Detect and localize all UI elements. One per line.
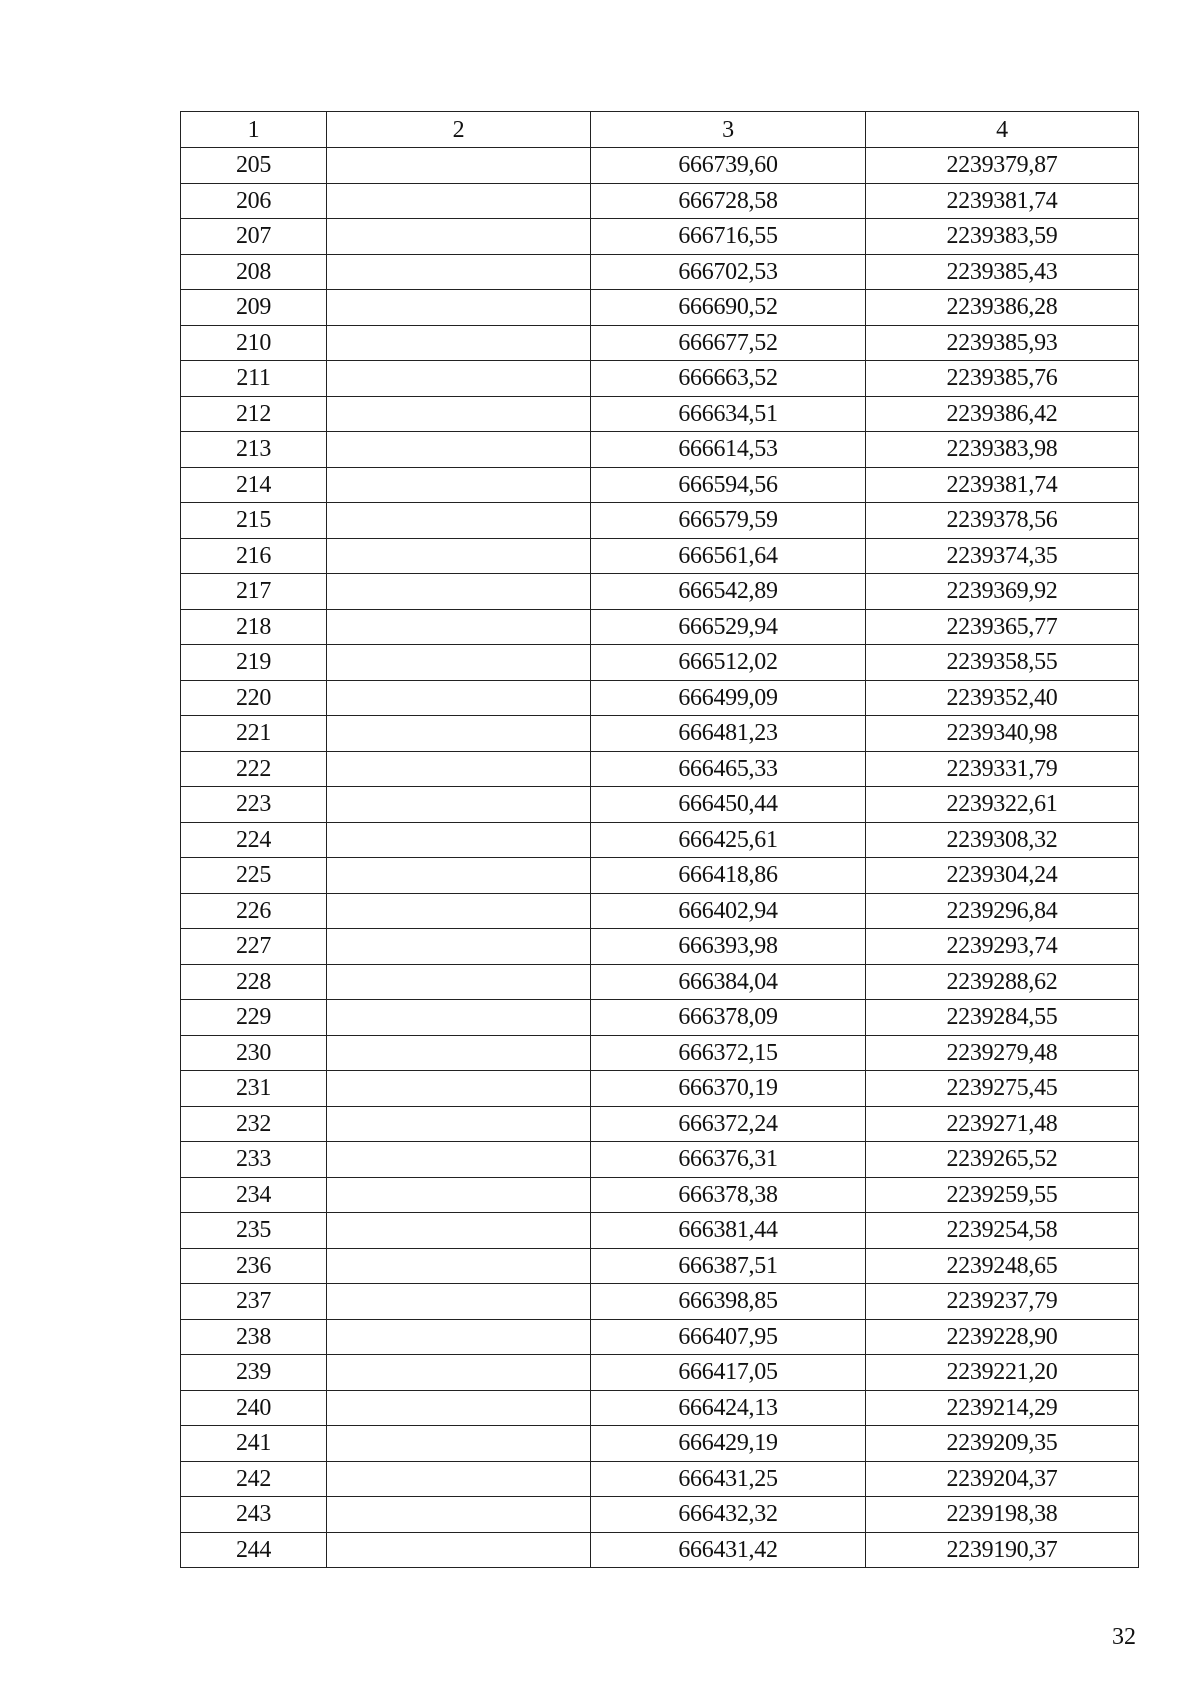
empty-cell: [327, 1035, 591, 1071]
empty-cell: [327, 1071, 591, 1107]
table-row: [181, 1248, 1139, 1284]
y-coordinate-cell: 2239271,48: [866, 1106, 1139, 1142]
point-number-cell: 225: [181, 858, 327, 894]
x-coordinate-cell: 666542,89: [591, 574, 866, 610]
y-coordinate-cell: 2239254,58: [866, 1213, 1139, 1249]
point-number-cell: 223: [181, 787, 327, 823]
y-coordinate-cell: 2239340,98: [866, 716, 1139, 752]
empty-cell: [327, 751, 591, 787]
point-number-cell: 219: [181, 645, 327, 681]
point-number-cell: 239: [181, 1355, 327, 1391]
point-number-cell: 207: [181, 219, 327, 255]
point-number-cell: 209: [181, 290, 327, 326]
empty-cell: [327, 361, 591, 397]
point-number-cell: 237: [181, 1284, 327, 1320]
x-coordinate-cell: 666728,58: [591, 183, 866, 219]
empty-cell: [327, 1000, 591, 1036]
x-coordinate-cell: 666716,55: [591, 219, 866, 255]
x-coordinate-cell: 666376,31: [591, 1142, 866, 1178]
x-coordinate-cell: 666372,15: [591, 1035, 866, 1071]
column-header-3: 3: [591, 112, 866, 148]
point-number-cell: 211: [181, 361, 327, 397]
empty-cell: [327, 1106, 591, 1142]
y-coordinate-cell: 2239288,62: [866, 964, 1139, 1000]
table-row: [181, 290, 1139, 326]
empty-cell: [327, 1248, 591, 1284]
y-coordinate-cell: 2239358,55: [866, 645, 1139, 681]
empty-cell: [327, 1426, 591, 1462]
table-row: [181, 1426, 1139, 1462]
point-number-cell: 233: [181, 1142, 327, 1178]
y-coordinate-cell: 2239198,38: [866, 1497, 1139, 1533]
empty-cell: [327, 432, 591, 468]
page-number: 32: [1112, 1624, 1136, 1650]
y-coordinate-cell: 2239248,65: [866, 1248, 1139, 1284]
x-coordinate-cell: 666417,05: [591, 1355, 866, 1391]
x-coordinate-cell: 666432,32: [591, 1497, 866, 1533]
table-row: [181, 148, 1139, 184]
x-coordinate-cell: 666561,64: [591, 538, 866, 574]
point-number-cell: 205: [181, 148, 327, 184]
empty-cell: [327, 290, 591, 326]
column-header-1: 1: [181, 112, 327, 148]
y-coordinate-cell: 2239293,74: [866, 929, 1139, 965]
x-coordinate-cell: 666407,95: [591, 1319, 866, 1355]
point-number-cell: 229: [181, 1000, 327, 1036]
point-number-cell: 241: [181, 1426, 327, 1462]
table-row: [181, 893, 1139, 929]
y-coordinate-cell: 2239228,90: [866, 1319, 1139, 1355]
empty-cell: [327, 929, 591, 965]
point-number-cell: 213: [181, 432, 327, 468]
table-row: [181, 645, 1139, 681]
table-row: [181, 1213, 1139, 1249]
table-row: [181, 858, 1139, 894]
empty-cell: [327, 893, 591, 929]
table-row: [181, 574, 1139, 610]
empty-cell: [327, 325, 591, 361]
point-number-cell: 208: [181, 254, 327, 290]
empty-cell: [327, 1213, 591, 1249]
table-row: [181, 1142, 1139, 1178]
table-row: [181, 432, 1139, 468]
point-number-cell: 234: [181, 1177, 327, 1213]
table-row: [181, 1461, 1139, 1497]
point-number-cell: 218: [181, 609, 327, 645]
point-number-cell: 221: [181, 716, 327, 752]
x-coordinate-cell: 666739,60: [591, 148, 866, 184]
table-row: [181, 1532, 1139, 1568]
table-row: [181, 680, 1139, 716]
x-coordinate-cell: 666425,61: [591, 822, 866, 858]
y-coordinate-cell: 2239352,40: [866, 680, 1139, 716]
point-number-cell: 226: [181, 893, 327, 929]
table-header: [181, 112, 1139, 148]
y-coordinate-cell: 2239386,28: [866, 290, 1139, 326]
table-row: [181, 1106, 1139, 1142]
point-number-cell: 242: [181, 1461, 327, 1497]
empty-cell: [327, 716, 591, 752]
empty-cell: [327, 219, 591, 255]
empty-cell: [327, 183, 591, 219]
table-row: [181, 822, 1139, 858]
y-coordinate-cell: 2239190,37: [866, 1532, 1139, 1568]
y-coordinate-cell: 2239214,29: [866, 1390, 1139, 1426]
empty-cell: [327, 1497, 591, 1533]
x-coordinate-cell: 666614,53: [591, 432, 866, 468]
y-coordinate-cell: 2239322,61: [866, 787, 1139, 823]
point-number-cell: 216: [181, 538, 327, 574]
point-number-cell: 222: [181, 751, 327, 787]
table-row: [181, 1355, 1139, 1391]
column-header-4: 4: [866, 112, 1139, 148]
y-coordinate-cell: 2239383,98: [866, 432, 1139, 468]
x-coordinate-cell: 666393,98: [591, 929, 866, 965]
y-coordinate-cell: 2239259,55: [866, 1177, 1139, 1213]
table-row: [181, 254, 1139, 290]
empty-cell: [327, 645, 591, 681]
y-coordinate-cell: 2239385,76: [866, 361, 1139, 397]
point-number-cell: 206: [181, 183, 327, 219]
table-row: [181, 1390, 1139, 1426]
point-number-cell: 215: [181, 503, 327, 539]
point-number-cell: 228: [181, 964, 327, 1000]
empty-cell: [327, 254, 591, 290]
empty-cell: [327, 787, 591, 823]
x-coordinate-cell: 666402,94: [591, 893, 866, 929]
x-coordinate-cell: 666465,33: [591, 751, 866, 787]
x-coordinate-cell: 666512,02: [591, 645, 866, 681]
empty-cell: [327, 1284, 591, 1320]
point-number-cell: 224: [181, 822, 327, 858]
x-coordinate-cell: 666431,42: [591, 1532, 866, 1568]
y-coordinate-cell: 2239365,77: [866, 609, 1139, 645]
y-coordinate-cell: 2239386,42: [866, 396, 1139, 432]
x-coordinate-cell: 666634,51: [591, 396, 866, 432]
point-number-cell: 210: [181, 325, 327, 361]
x-coordinate-cell: 666384,04: [591, 964, 866, 1000]
x-coordinate-cell: 666450,44: [591, 787, 866, 823]
point-number-cell: 236: [181, 1248, 327, 1284]
x-coordinate-cell: 666378,38: [591, 1177, 866, 1213]
x-coordinate-cell: 666424,13: [591, 1390, 866, 1426]
x-coordinate-cell: 666418,86: [591, 858, 866, 894]
y-coordinate-cell: 2239284,55: [866, 1000, 1139, 1036]
empty-cell: [327, 680, 591, 716]
x-coordinate-cell: 666594,56: [591, 467, 866, 503]
y-coordinate-cell: 2239265,52: [866, 1142, 1139, 1178]
point-number-cell: 244: [181, 1532, 327, 1568]
table-row: [181, 1035, 1139, 1071]
x-coordinate-cell: 666381,44: [591, 1213, 866, 1249]
y-coordinate-cell: 2239204,37: [866, 1461, 1139, 1497]
table-row: [181, 1319, 1139, 1355]
y-coordinate-cell: 2239374,35: [866, 538, 1139, 574]
point-number-cell: 220: [181, 680, 327, 716]
y-coordinate-cell: 2239369,92: [866, 574, 1139, 610]
table-row: [181, 1177, 1139, 1213]
table-row: [181, 716, 1139, 752]
x-coordinate-cell: 666529,94: [591, 609, 866, 645]
header-row: [181, 112, 1139, 148]
y-coordinate-cell: 2239296,84: [866, 893, 1139, 929]
y-coordinate-cell: 2239304,24: [866, 858, 1139, 894]
table-row: [181, 219, 1139, 255]
empty-cell: [327, 822, 591, 858]
empty-cell: [327, 467, 591, 503]
y-coordinate-cell: 2239279,48: [866, 1035, 1139, 1071]
y-coordinate-cell: 2239385,43: [866, 254, 1139, 290]
empty-cell: [327, 1461, 591, 1497]
point-number-cell: 238: [181, 1319, 327, 1355]
table-row: [181, 787, 1139, 823]
empty-cell: [327, 964, 591, 1000]
table-row: [181, 964, 1139, 1000]
table-row: [181, 1000, 1139, 1036]
y-coordinate-cell: 2239221,20: [866, 1355, 1139, 1391]
x-coordinate-cell: 666370,19: [591, 1071, 866, 1107]
x-coordinate-cell: 666690,52: [591, 290, 866, 326]
empty-cell: [327, 148, 591, 184]
empty-cell: [327, 538, 591, 574]
point-number-cell: 240: [181, 1390, 327, 1426]
table-row: [181, 361, 1139, 397]
empty-cell: [327, 1319, 591, 1355]
x-coordinate-cell: 666398,85: [591, 1284, 866, 1320]
empty-cell: [327, 1142, 591, 1178]
point-number-cell: 231: [181, 1071, 327, 1107]
empty-cell: [327, 1532, 591, 1568]
table-row: [181, 396, 1139, 432]
y-coordinate-cell: 2239383,59: [866, 219, 1139, 255]
x-coordinate-cell: 666663,52: [591, 361, 866, 397]
x-coordinate-cell: 666499,09: [591, 680, 866, 716]
x-coordinate-cell: 666372,24: [591, 1106, 866, 1142]
empty-cell: [327, 1390, 591, 1426]
x-coordinate-cell: 666429,19: [591, 1426, 866, 1462]
y-coordinate-cell: 2239275,45: [866, 1071, 1139, 1107]
empty-cell: [327, 396, 591, 432]
table-row: [181, 183, 1139, 219]
x-coordinate-cell: 666702,53: [591, 254, 866, 290]
table-row: [181, 1284, 1139, 1320]
y-coordinate-cell: 2239308,32: [866, 822, 1139, 858]
point-number-cell: 227: [181, 929, 327, 965]
table-row: [181, 751, 1139, 787]
empty-cell: [327, 574, 591, 610]
table-body: [181, 148, 1139, 1568]
y-coordinate-cell: 2239378,56: [866, 503, 1139, 539]
point-number-cell: 232: [181, 1106, 327, 1142]
table-row: [181, 538, 1139, 574]
empty-cell: [327, 1177, 591, 1213]
x-coordinate-cell: 666378,09: [591, 1000, 866, 1036]
x-coordinate-cell: 666481,23: [591, 716, 866, 752]
table-row: [181, 1497, 1139, 1533]
x-coordinate-cell: 666387,51: [591, 1248, 866, 1284]
y-coordinate-cell: 2239331,79: [866, 751, 1139, 787]
point-number-cell: 212: [181, 396, 327, 432]
point-number-cell: 243: [181, 1497, 327, 1533]
table-row: [181, 609, 1139, 645]
point-number-cell: 230: [181, 1035, 327, 1071]
y-coordinate-cell: 2239385,93: [866, 325, 1139, 361]
empty-cell: [327, 1355, 591, 1391]
y-coordinate-cell: 2239237,79: [866, 1284, 1139, 1320]
coordinates-table: [180, 111, 1139, 1568]
empty-cell: [327, 503, 591, 539]
point-number-cell: 217: [181, 574, 327, 610]
empty-cell: [327, 609, 591, 645]
y-coordinate-cell: 2239209,35: [866, 1426, 1139, 1462]
y-coordinate-cell: 2239381,74: [866, 183, 1139, 219]
table-row: [181, 1071, 1139, 1107]
table-row: [181, 325, 1139, 361]
x-coordinate-cell: 666579,59: [591, 503, 866, 539]
y-coordinate-cell: 2239379,87: [866, 148, 1139, 184]
table-row: [181, 503, 1139, 539]
column-header-2: 2: [327, 112, 591, 148]
x-coordinate-cell: 666431,25: [591, 1461, 866, 1497]
x-coordinate-cell: 666677,52: [591, 325, 866, 361]
table-row: [181, 929, 1139, 965]
point-number-cell: 235: [181, 1213, 327, 1249]
y-coordinate-cell: 2239381,74: [866, 467, 1139, 503]
point-number-cell: 214: [181, 467, 327, 503]
table-row: [181, 467, 1139, 503]
empty-cell: [327, 858, 591, 894]
